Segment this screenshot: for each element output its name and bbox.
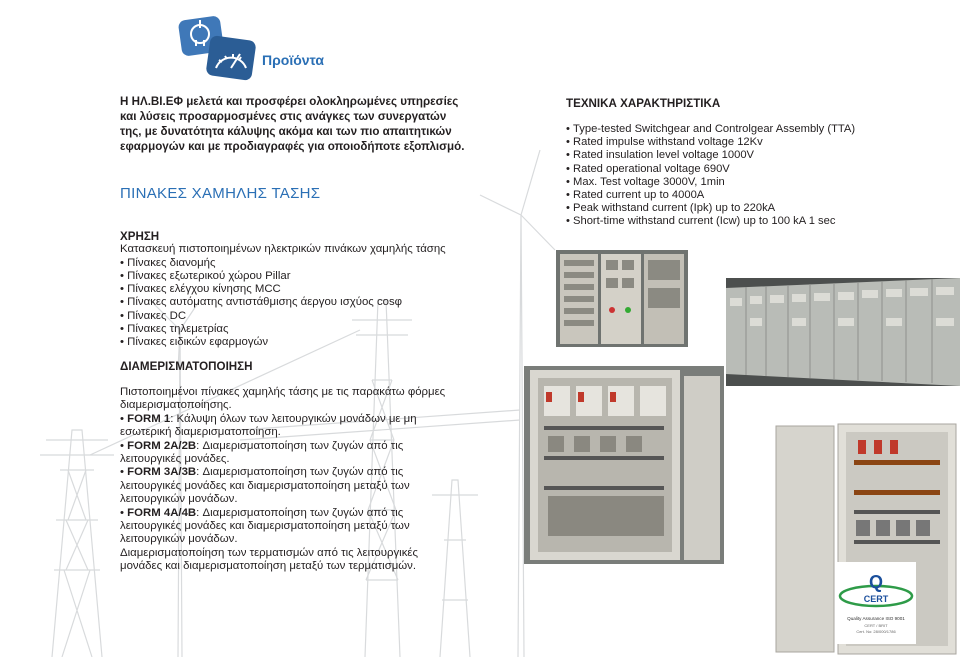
form-name: FORM 2A/2B bbox=[127, 439, 197, 452]
usage-title: ΧΡΗΣΗ bbox=[120, 230, 160, 243]
intro-paragraph: Η ΗΛ.ΒΙ.ΕΦ μελετά και προσφέρει ολοκληρωμένες υπηρεσίες και λύσεις προσαρμοσμένες στις ανάγκες των συνεργατών της, με δυνατότητα κάλυψης ακόμα και των πιο απαιτητικών εφαρμογών και με προδιαγραφές για οποιοδήποτε εξοπλισμό. bbox=[120, 95, 465, 153]
list-item: • Πίνακες ειδικών εφαρμογών bbox=[120, 336, 480, 349]
usage-list bbox=[120, 257, 480, 350]
list-item: • Type-tested Switchgear and Controlgear Assembly (TTA) bbox=[566, 123, 866, 136]
form-text: : Διαμερισματοποίηση των ζυγών από τις λειτουργικές μονάδες. bbox=[120, 439, 404, 466]
switchgear-photo bbox=[556, 250, 688, 347]
company-logo bbox=[178, 14, 258, 84]
list-item: • Πίνακες εξωτερικού χώρου Pillar bbox=[120, 270, 480, 283]
list-item: • Rated operational voltage 690V bbox=[566, 163, 866, 176]
form-name: FORM 4A/4B bbox=[127, 506, 197, 519]
compartment-title: ΔΙΑΜΕΡΙΣΜΑΤΟΠΟΙΗΣΗ bbox=[120, 360, 253, 373]
qcert-label: CERT bbox=[863, 594, 889, 604]
qcert-mark: Q bbox=[868, 572, 884, 592]
list-item: • Πίνακες ελέγχου κίνησης MCC bbox=[120, 283, 480, 296]
list-item: • Rated insulation level voltage 1000V bbox=[566, 149, 866, 162]
brand-title: Προϊόντα bbox=[262, 52, 325, 68]
compartment-outro: Διαμερισματοποίηση των τερματισμών από τις λειτουργικές μονάδες και διαμερισματοποίηση μεταξύ των τερματισμών. bbox=[120, 546, 418, 573]
form-text: : Διαμερισματοποίηση των ζυγών από τις λειτουργικές μονάδες και διαμερισματοποίηση μεταξύ των λειτουργικών μονάδων. bbox=[120, 466, 410, 506]
form-item: • FORM 4A/4B: Διαμερισματοποίηση των ζυγών από τις λειτουργικές μονάδες και διαμερισματοποίηση μεταξύ των λειτουργικών μονάδων. bbox=[120, 506, 410, 546]
open-panel-photo bbox=[524, 366, 724, 564]
usage-description: Κατασκευή πιστοποιημένων ηλεκτρικών πινάκων χαμηλής τάσης bbox=[120, 243, 446, 256]
form-text: : Κάλυψη όλων των λειτουργικών μονάδων με μη εσωτερική διαμερισματοποίηση. bbox=[120, 412, 417, 439]
compartment-section bbox=[120, 386, 460, 574]
tech-list bbox=[566, 123, 866, 229]
form-name: FORM 1 bbox=[127, 412, 171, 425]
list-item: • Max. Test voltage 3000V, 1min bbox=[566, 176, 866, 189]
compartment-intro: Πιστοποιημένοι πίνακες χαμηλής τάσης με τις παρακάτω φόρμες διαμερισματοποίησης. bbox=[120, 386, 446, 412]
section-title: ΠΙΝΑΚΕΣ ΧΑΜΗΛΗΣ ΤΑΣΗΣ bbox=[120, 185, 321, 202]
list-item: • Πίνακες τηλεμετρίας bbox=[120, 323, 480, 336]
form-item: • FORM 3A/3B: Διαμερισματοποίηση των ζυγών από τις λειτουργικές μονάδες και διαμερισματοποίηση μεταξύ των λειτουργικών μονάδων. bbox=[120, 466, 410, 506]
form-name: FORM 3A/3B bbox=[127, 466, 197, 479]
tech-section bbox=[566, 123, 866, 229]
pylon-icon bbox=[40, 430, 114, 657]
list-item: • Peak withstand current (Ipk) up to 220kA bbox=[566, 202, 866, 215]
list-item: • Rated impulse withstand voltage 12Kv bbox=[566, 136, 866, 149]
qcert-line: CERT / BRIT bbox=[864, 623, 888, 628]
switchboard-row-photo bbox=[726, 278, 960, 386]
list-item: • Πίνακες αυτόματης αντιστάθμισης άεργου ισχύος cosφ bbox=[120, 296, 480, 309]
qcert-line: Cert. No: 28/000/1786 bbox=[856, 629, 896, 634]
qcert-line: Quality Assurance ISO 9001 bbox=[847, 616, 905, 621]
form-text: : Διαμερισματοποίηση των ζυγών από τις λειτουργικές μονάδες και διαμερισματοποίηση μεταξύ των λειτουργικών μονάδων. bbox=[120, 506, 410, 546]
list-item: • Rated current up to 4000A bbox=[566, 189, 866, 202]
tech-title: ΤΕΧΝΙΚΑ ΧΑΡΑΚΤΗΡΙΣΤΙΚΑ bbox=[566, 97, 721, 110]
list-item: • Πίνακες DC bbox=[120, 310, 480, 323]
form-item: • FORM 1: Κάλυψη όλων των λειτουργικών μονάδων με μη εσωτερική διαμερισματοποίηση. bbox=[120, 412, 417, 439]
qcert-badge bbox=[836, 562, 916, 644]
form-item: • FORM 2A/2B: Διαμερισματοποίηση των ζυγών από τις λειτουργικές μονάδες. bbox=[120, 439, 404, 466]
usage-section bbox=[120, 230, 480, 350]
list-item: • Short-time withstand current (Icw) up to 100 kA 1 sec bbox=[566, 215, 866, 228]
list-item: • Πίνακες διανομής bbox=[120, 257, 480, 270]
